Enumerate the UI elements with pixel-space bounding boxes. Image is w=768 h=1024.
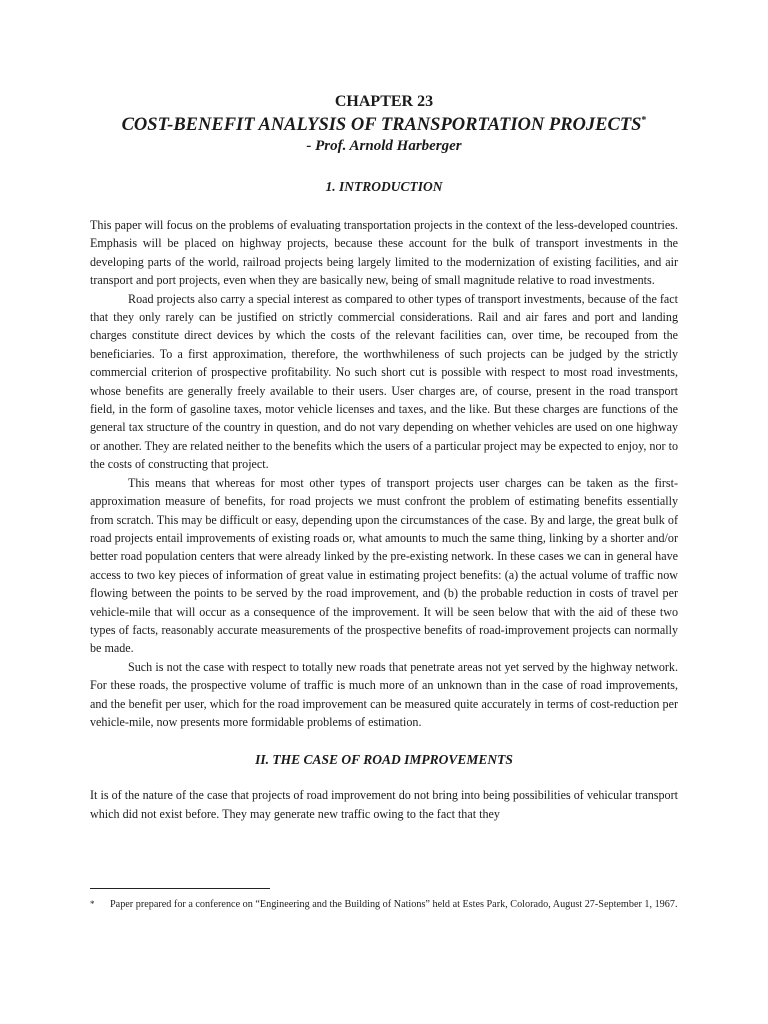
chapter-label: CHAPTER 23 (334, 93, 434, 110)
intro-paragraph-2: Road projects also carry a special interest as compared to other types of transport investments, because of the fact that they only rarely can be justified on strictly commercial considerations. Rail and air fares and port and landing charges constitute direct devices by which the costs of the relevant facilities can, over time, be recouped from the beneficiaries. To a first approximation, therefore, the worthwhileness of such projects can be judged by the strictly commercial criterion of prospective profitability. No such short cut is possible with respect to most road investments, whose benefits are generally freely available to their users. User charges are, of course, present in the road transport field, in the form of gasoline taxes, motor vehicle licenses and taxes, and the like. But these charges are functions of the general tax structure of the country in question, and do not vary depending on whether vehicles are used on one highway or another. They are related neither to the benefits which the users of a particular project may be expected to enjoy, nor to the costs of constructing that project. (90, 291, 678, 472)
footnote-text: Paper prepared for a conference on “Engineering and the Building of Nations” held at Estes Park, Colorado, August 27-September 1, 1967. (110, 899, 678, 910)
footnote-mark: * (90, 899, 95, 909)
chapter-title-text: COST-BENEFIT ANALYSIS OF TRANSPORTATION PROJECTS (121, 115, 642, 135)
author-line: - Prof. Arnold Harberger (306, 138, 462, 154)
footnote-divider (90, 888, 270, 889)
title-footnote-mark: * (641, 114, 647, 126)
section-heading-introduction: 1. INTRODUCTION (325, 179, 443, 194)
road-improvements-paragraph-1: It is of the nature of the case that projects of road improvement do not bring into being possibilities of vehicular transport which did not exist before. They may generate new traffic owing to the fact that they (90, 788, 678, 821)
intro-paragraph-1: This paper will focus on the problems of evaluating transportation projects in the context of the less-developed countries. Emphasis will be placed on highway projects, because these account for the bulk of transport investments in the developing parts of the world, railroad projects being largely limited to the modernization of existing facilities, and air transport and port projects, even when they are basically new, being of small magnitude relative to road investments. (90, 218, 678, 288)
document-page (90, 92, 678, 823)
section-heading-road-improvements: II. THE CASE OF ROAD IMPROVEMENTS (255, 752, 513, 768)
footnote (90, 898, 678, 912)
intro-paragraph-3: This means that whereas for most other types of transport projects user charges can be taken as the first-approximation measure of benefits, for road projects we must confront the problem of estimating benefits essentially from scratch. This may be difficult or easy, depending upon the circumstances of the case. By and large, the great bulk of road projects entail improvements of existing roads or, what amounts to much the same thing, linking by a shorter and/or better road population centers that were already linked by the pre-existing network. In these cases we can in general have access to two key pieces of information of great value in estimating project benefits: (a) the actual volume of traffic now flowing between the points to be served by the road improvement, and (b) the probable reduction in costs of travel per vehicle-mile that will occur as a consequence of the improvement. It will be seen below that with the aid of these two types of facts, reasonably accurate measurements of the prospective benefits of road-improvement projects can normally be made. (90, 475, 678, 656)
intro-paragraph-4: Such is not the case with respect to totally new roads that penetrate areas not yet served by the highway network. For these roads, the prospective volume of traffic is much more of an unknown than in the case of road improvements, and the benefit per user, which for the road improvement can be measured quite accurately in terms of cost-reduction per vehicle-mile, now presents more formidable problems of estimation. (90, 659, 678, 729)
chapter-title (90, 114, 678, 136)
